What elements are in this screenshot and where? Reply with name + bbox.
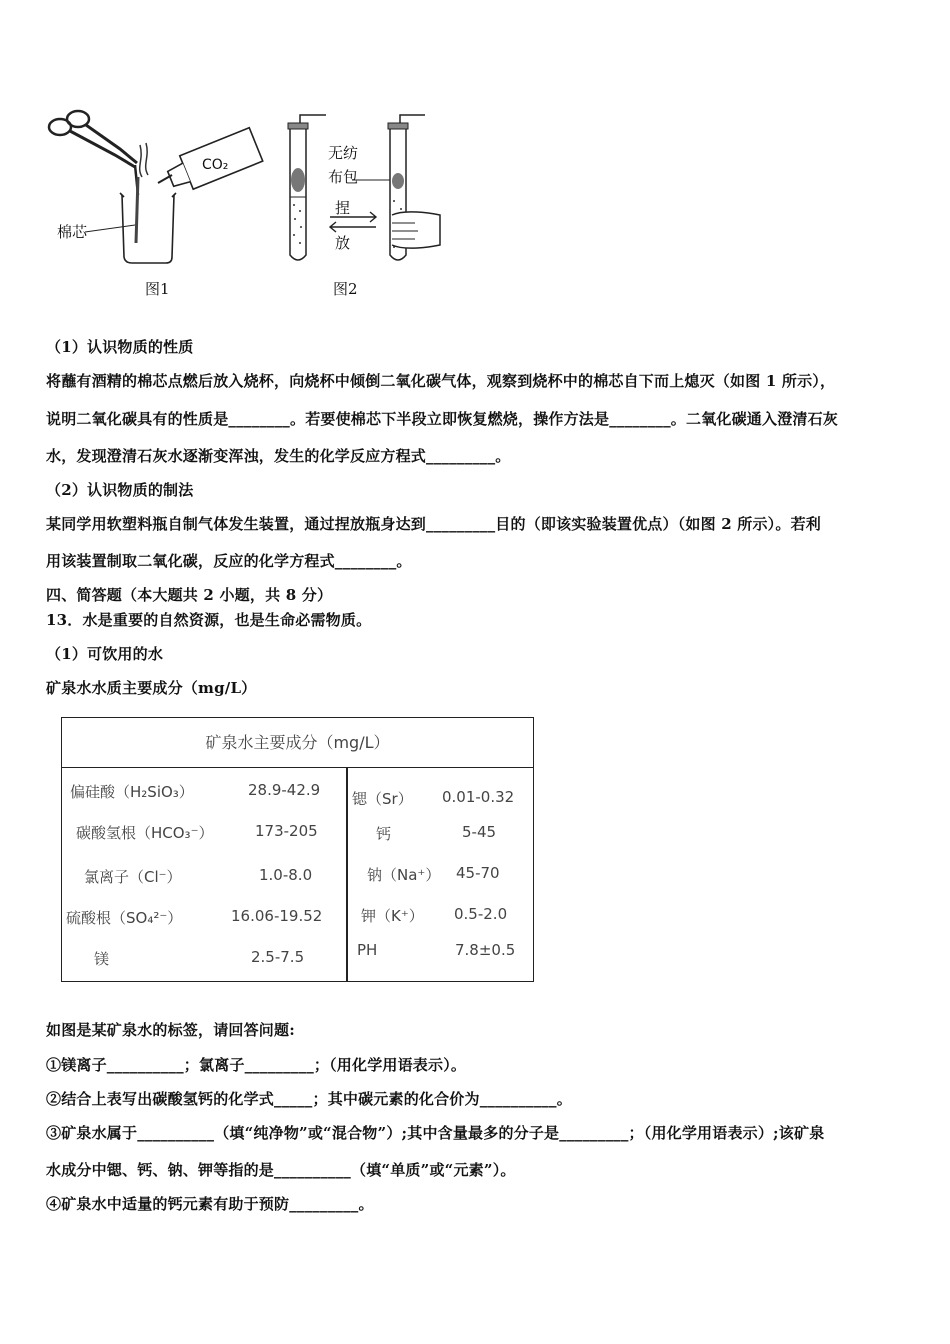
table-cell-value: 1.0-8.0 xyxy=(259,866,313,884)
table-cell-name: 偏硅酸（H₂SiO₃） xyxy=(70,783,194,801)
section-1-heading: （1）认识物质的性质 xyxy=(46,338,194,356)
table-cell-value: 45-70 xyxy=(456,864,500,882)
table-cell-name: 氯离子（Cl⁻） xyxy=(84,868,182,886)
question-item-3: ③矿泉水属于__________（填“纯净物”或“混合物”）;其中含量最多的分子是_________；（用化学用语表示）;该矿泉 xyxy=(46,1124,825,1142)
label-intro: 如图是某矿泉水的标签，请回答问题: xyxy=(46,1021,295,1039)
squeeze-label: 捏 xyxy=(335,199,351,217)
table-cell-value: 0.01-0.32 xyxy=(442,788,515,806)
mineral-water-table xyxy=(61,717,534,982)
section-4-title: 四、简答题（本大题共 2 小题，共 8 分） xyxy=(46,586,333,604)
table-cell-value: 2.5-7.5 xyxy=(251,948,305,966)
table-cell-name: 镁 xyxy=(94,950,110,968)
question-item-4: ④矿泉水中适量的钙元素有助于预防_________。 xyxy=(46,1195,374,1213)
paragraph-line: 用该装置制取二氧化碳，反应的化学方程式________。 xyxy=(46,552,412,570)
figure-2-caption: 图2 xyxy=(333,280,358,298)
bag-label-2: 布包 xyxy=(328,168,359,186)
table-cell-value: 7.8±0.5 xyxy=(455,941,516,959)
table-title: 矿泉水主要成分（mg/L） xyxy=(62,718,533,768)
table-cell-value: 16.06-19.52 xyxy=(231,907,323,925)
table-cell-value: 28.9-42.9 xyxy=(248,781,321,799)
paragraph-line: 说明二氧化碳具有的性质是________。若要使棉芯下半段立即恢复燃烧，操作方法是________。二氧化碳通入澄清石灰 xyxy=(46,410,839,428)
paragraph-line: 水，发现澄清石灰水逐渐变浑浊，发生的化学反应方程式_________。 xyxy=(46,447,511,465)
table-cell-name: 碳酸氢根（HCO₃⁻） xyxy=(76,824,214,842)
question-item-1: ①镁离子__________；氯离子_________；（用化学用语表示）。 xyxy=(46,1056,467,1074)
table-cell-name: 锶（Sr） xyxy=(352,790,413,808)
paragraph-line: 将蘸有酒精的棉芯点燃后放入烧杯，向烧杯中倾倒二氧化碳气体，观察到烧杯中的棉芯自下而上熄灭（如图 1 所示）， xyxy=(46,372,836,390)
release-label: 放 xyxy=(335,234,351,252)
paragraph-line: 某同学用软塑料瓶自制气体发生装置，通过捏放瓶身达到_________目的（即该实验装置优点）（如图 2 所示）。若利 xyxy=(46,515,821,533)
table-cell-name: 钠（Na⁺） xyxy=(367,866,441,884)
co2-label: CO₂ xyxy=(202,157,229,173)
cotton-label: 棉芯 xyxy=(57,223,88,241)
section-2-heading: （2）认识物质的制法 xyxy=(46,481,194,499)
table-cell-value: 173-205 xyxy=(255,822,318,840)
table-cell-name: PH xyxy=(357,941,378,959)
table-intro: 矿泉水水质主要成分（mg/L） xyxy=(46,679,257,697)
table-cell-value: 5-45 xyxy=(462,823,497,841)
figure-1-caption: 图1 xyxy=(145,280,170,298)
bag-label-1: 无纺 xyxy=(328,144,359,162)
figure-2 xyxy=(280,105,460,275)
figure-1 xyxy=(40,105,270,300)
table-cell-name: 硫酸根（SO₄²⁻） xyxy=(66,909,183,927)
question-13: 13．水是重要的自然资源，也是生命必需物质。 xyxy=(46,611,372,629)
paragraph-line: 水成分中锶、钙、钠、钾等指的是__________（填“单质”或“元素”）。 xyxy=(46,1161,516,1179)
question-13-part-1: （1）可饮用的水 xyxy=(46,645,164,663)
table-cell-name: 钙 xyxy=(376,825,392,843)
table-cell-value: 0.5-2.0 xyxy=(454,905,508,923)
question-item-2: ②结合上表写出碳酸氢钙的化学式_____；其中碳元素的化合价为__________。 xyxy=(46,1090,572,1108)
table-cell-name: 钾（K⁺） xyxy=(361,907,424,925)
